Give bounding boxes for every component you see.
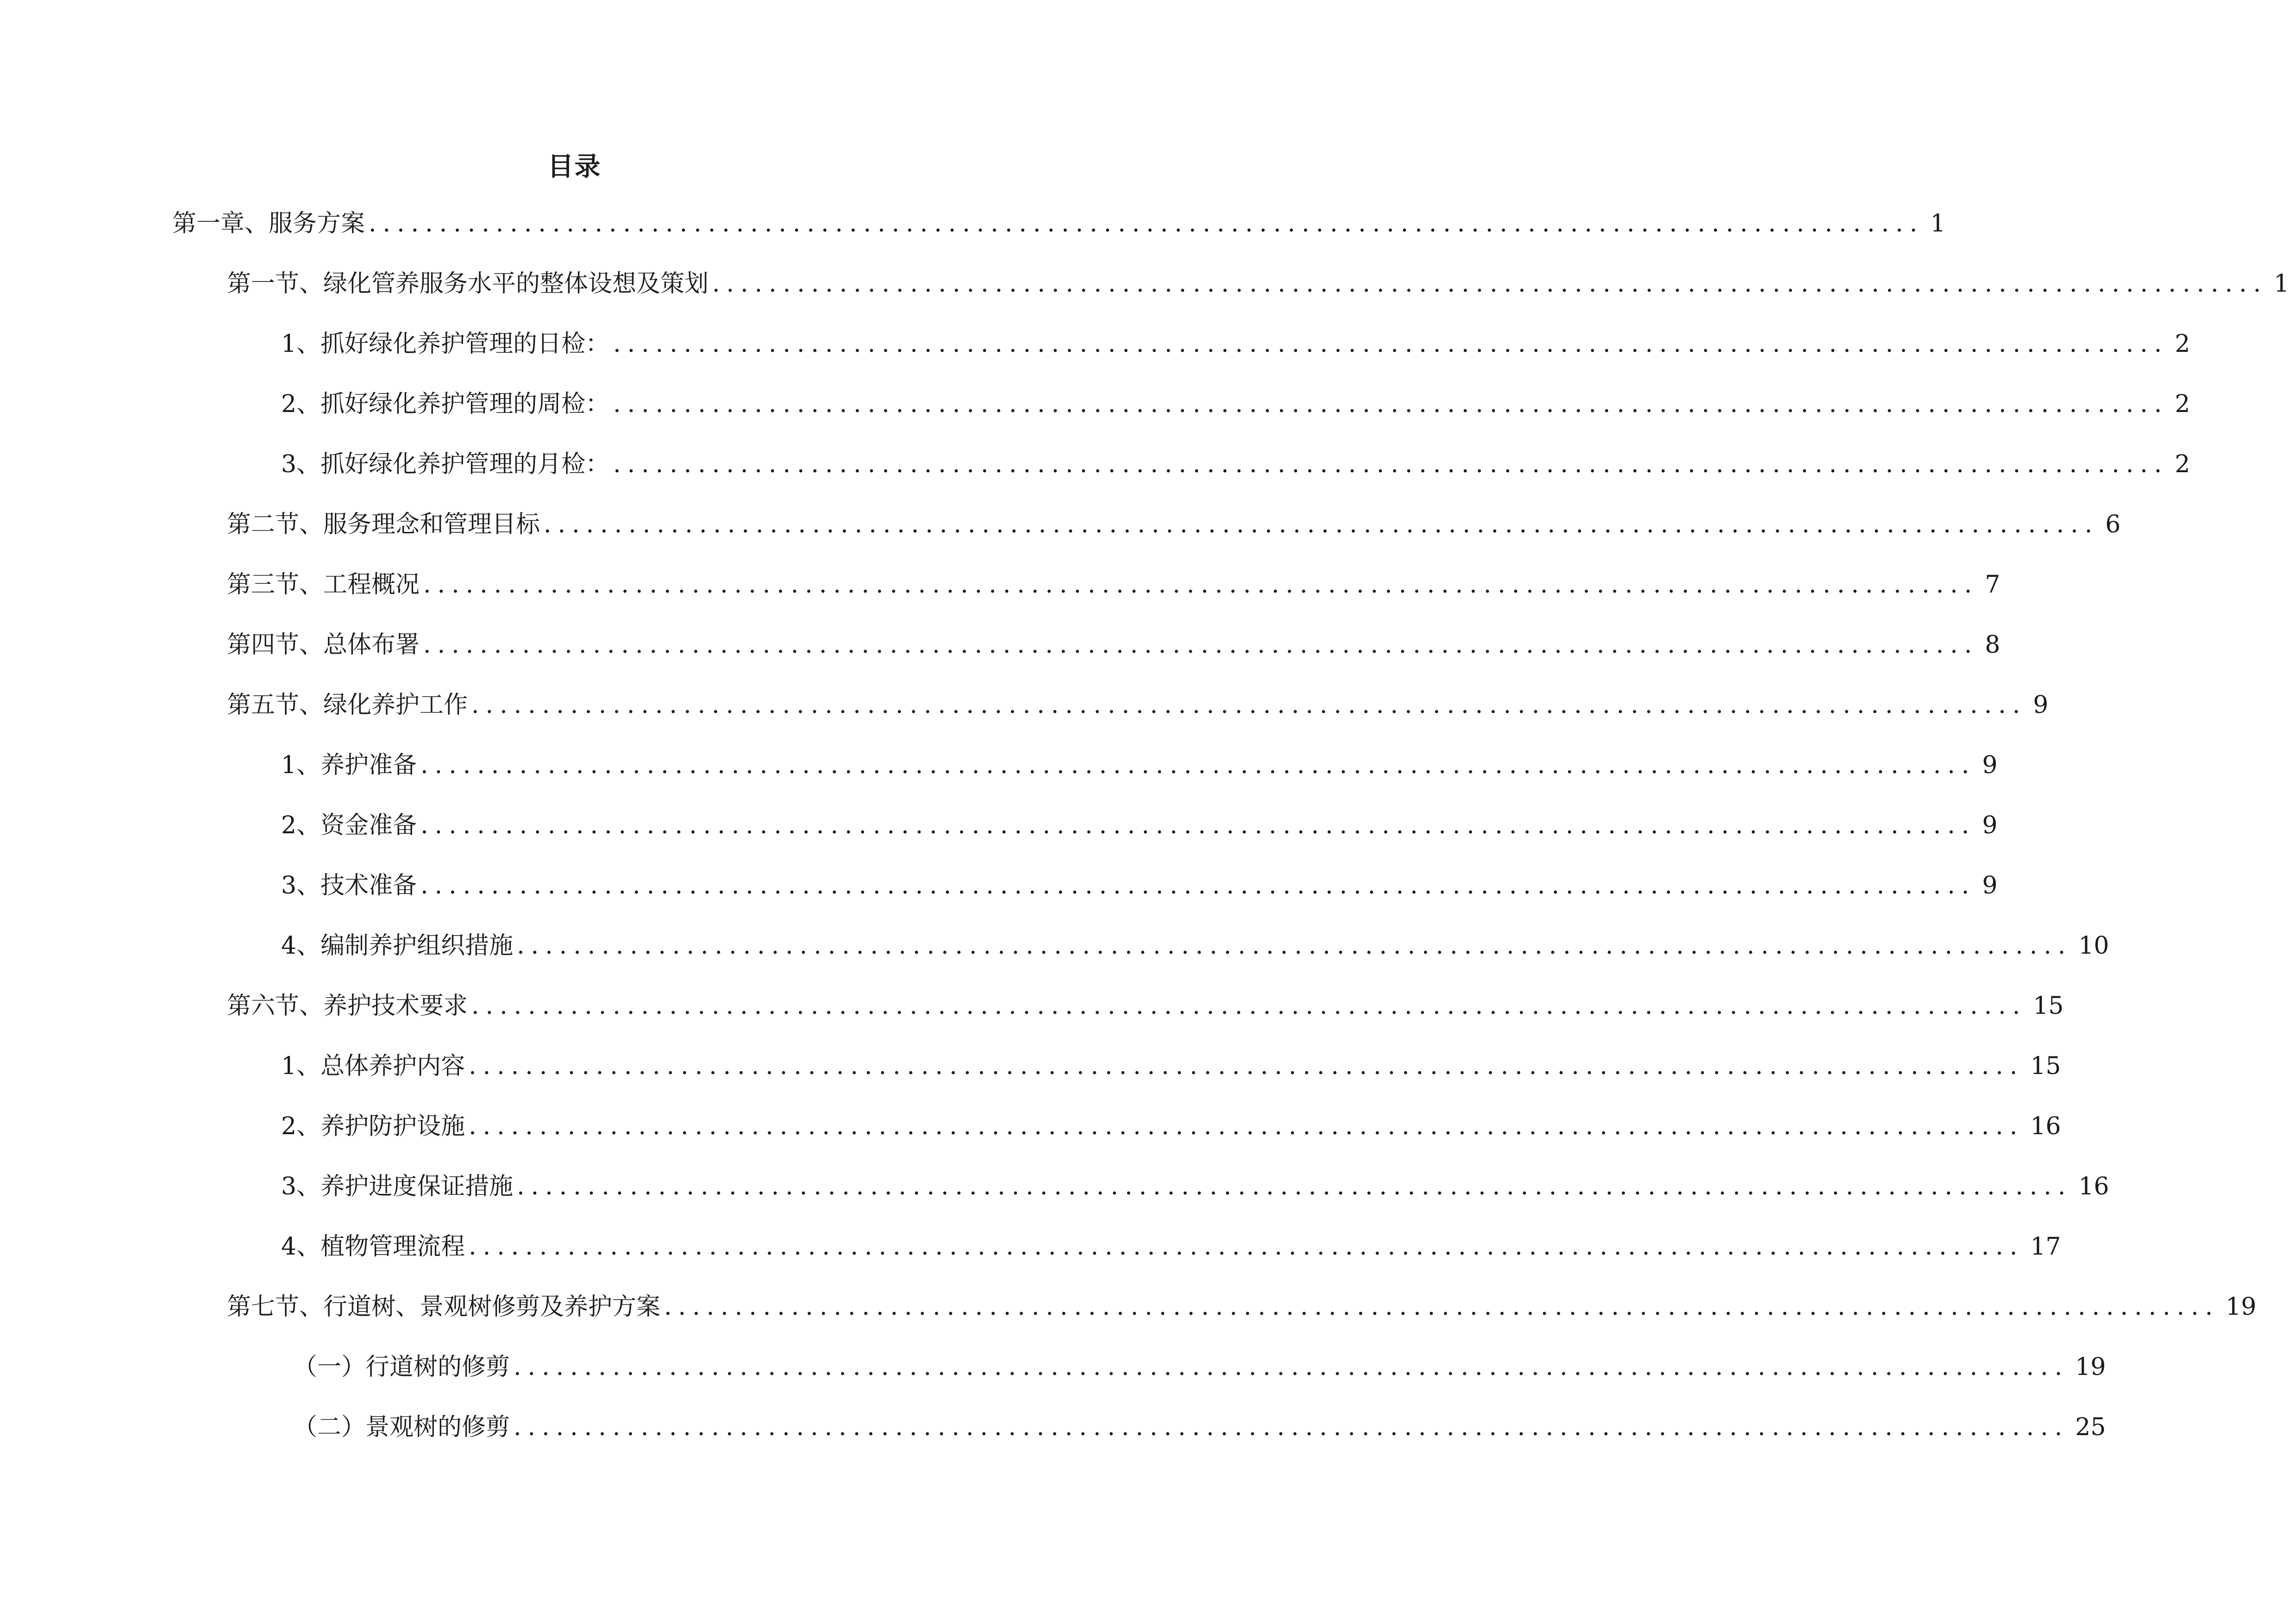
toc-entry-section-5[interactable] — [227, 684, 2049, 726]
toc-entry-page: 9 — [1982, 812, 1998, 839]
toc-leader-dots: .............................................................................................................. — [420, 872, 1976, 899]
toc-entry-page: 1 — [1930, 210, 1946, 237]
toc-entry-page: 16 — [2030, 1112, 2061, 1140]
toc-entry-page: 10 — [2078, 932, 2109, 960]
toc-entry-item[interactable] — [281, 1045, 2061, 1087]
toc-entry-item[interactable] — [281, 1166, 2109, 1207]
toc-entry-item[interactable] — [281, 1226, 2061, 1268]
toc-entry-page: 9 — [2033, 691, 2049, 719]
toc-entry-label: 1、总体养护内容 — [281, 1052, 465, 1080]
toc-leader-dots: .............................................................................................................. — [613, 330, 2169, 358]
toc-entry-item[interactable] — [281, 925, 2109, 967]
toc-entry-page: 17 — [2030, 1233, 2061, 1261]
toc-entry-page: 2 — [2175, 330, 2190, 358]
toc-leader-dots: .............................................................................................................. — [423, 631, 1979, 659]
toc-entry-page: 7 — [1985, 571, 2001, 599]
toc-entry-page: 6 — [2105, 511, 2121, 538]
toc-entry-label: 第一节、绿化管养服务水平的整体设想及策划 — [227, 270, 709, 298]
toc-entry-item[interactable] — [293, 1406, 2106, 1448]
toc-entry-page: 9 — [1982, 872, 1998, 899]
toc-entry-item[interactable] — [293, 1346, 2106, 1388]
toc-leader-dots: .............................................................................................................. — [514, 1413, 2069, 1441]
toc-entry-item[interactable] — [281, 323, 2190, 365]
toc-entry-label: （一）行道树的修剪 — [293, 1353, 510, 1381]
toc-entry-item[interactable] — [281, 865, 1998, 906]
toc-entry-label: 2、抓好绿化养护管理的周检： — [281, 390, 610, 418]
toc-entry-label: 3、抓好绿化养护管理的月检： — [281, 450, 610, 478]
toc-title: 目录 — [547, 151, 602, 182]
toc-entry-label: 2、养护防护设施 — [281, 1112, 465, 1140]
toc-entry-section-7[interactable] — [227, 1286, 2257, 1328]
toc-entry-label: 第一章、服务方案 — [172, 210, 365, 237]
toc-entry-label: 3、技术准备 — [281, 872, 417, 899]
toc-entry-page: 9 — [1982, 751, 1998, 779]
toc-leader-dots: .............................................................................................................. — [544, 511, 2099, 538]
toc-entry-label: 第六节、养护技术要求 — [227, 992, 468, 1020]
toc-entry-label: 第七节、行道树、景观树修剪及养护方案 — [227, 1293, 661, 1321]
toc-leader-dots: .............................................................................................................. — [469, 1233, 2024, 1261]
toc-entry-item[interactable] — [281, 443, 2190, 485]
toc-entry-page: 19 — [2226, 1293, 2257, 1321]
toc-entry-section-1[interactable] — [227, 263, 2289, 305]
toc-leader-dots: .............................................................................................................. — [469, 1112, 2024, 1140]
toc-entry-chapter-1[interactable] — [172, 203, 1946, 244]
toc-leader-dots: .............................................................................................................. — [613, 450, 2169, 478]
toc-leader-dots: .............................................................................................................. — [517, 932, 2072, 960]
toc-entry-page: 16 — [2078, 1173, 2109, 1200]
toc-leader-dots: .............................................................................................................. — [471, 992, 2027, 1020]
toc-entry-item[interactable] — [281, 744, 1998, 786]
toc-entry-label: 1、抓好绿化养护管理的日检： — [281, 330, 610, 358]
toc-leader-dots: .............................................................................................................. — [420, 751, 1976, 779]
toc-entry-label: 1、养护准备 — [281, 751, 417, 779]
toc-entry-section-2[interactable] — [227, 504, 2121, 545]
toc-entry-page: 25 — [2075, 1413, 2106, 1441]
toc-entry-label: 第三节、工程概况 — [227, 571, 420, 599]
toc-entry-label: 4、编制养护组织措施 — [281, 932, 514, 960]
toc-entry-page: 15 — [2030, 1052, 2061, 1080]
toc-entry-label: 第四节、总体布署 — [227, 631, 420, 659]
toc-leader-dots: .............................................................................................................. — [420, 812, 1976, 839]
toc-entry-item[interactable] — [281, 383, 2190, 425]
toc-entry-label: （二）景观树的修剪 — [293, 1413, 510, 1441]
toc-entry-page: 8 — [1985, 631, 2001, 659]
toc-leader-dots: .............................................................................................................. — [423, 571, 1979, 599]
toc-leader-dots: .............................................................................................................. — [517, 1173, 2072, 1200]
toc-entry-section-4[interactable] — [227, 624, 2001, 666]
toc-entry-page: 2 — [2175, 450, 2190, 478]
toc-leader-dots: .............................................................................................................. — [712, 270, 2268, 298]
toc-entry-item[interactable] — [281, 805, 1998, 846]
toc-entry-section-3[interactable] — [227, 564, 2001, 606]
toc-entry-label: 3、养护进度保证措施 — [281, 1173, 514, 1200]
toc-entry-page: 19 — [2075, 1353, 2106, 1381]
toc-leader-dots: .............................................................................................................. — [369, 210, 1924, 237]
toc-leader-dots: .............................................................................................................. — [471, 691, 2027, 719]
toc-entry-item[interactable] — [281, 1106, 2061, 1147]
toc-entry-page: 2 — [2175, 390, 2190, 418]
toc-leader-dots: .............................................................................................................. — [613, 390, 2169, 418]
toc-leader-dots: .............................................................................................................. — [664, 1293, 2220, 1321]
toc-leader-dots: .............................................................................................................. — [514, 1353, 2069, 1381]
toc-entry-label: 第五节、绿化养护工作 — [227, 691, 468, 719]
toc-entry-section-6[interactable] — [227, 985, 2064, 1027]
toc-leader-dots: .............................................................................................................. — [469, 1052, 2024, 1080]
toc-entry-label: 第二节、服务理念和管理目标 — [227, 511, 540, 538]
toc-entry-page: 1 — [2274, 270, 2289, 298]
toc-entry-label: 2、资金准备 — [281, 812, 417, 839]
toc-entry-label: 4、植物管理流程 — [281, 1233, 465, 1261]
toc-entry-page: 15 — [2033, 992, 2064, 1020]
